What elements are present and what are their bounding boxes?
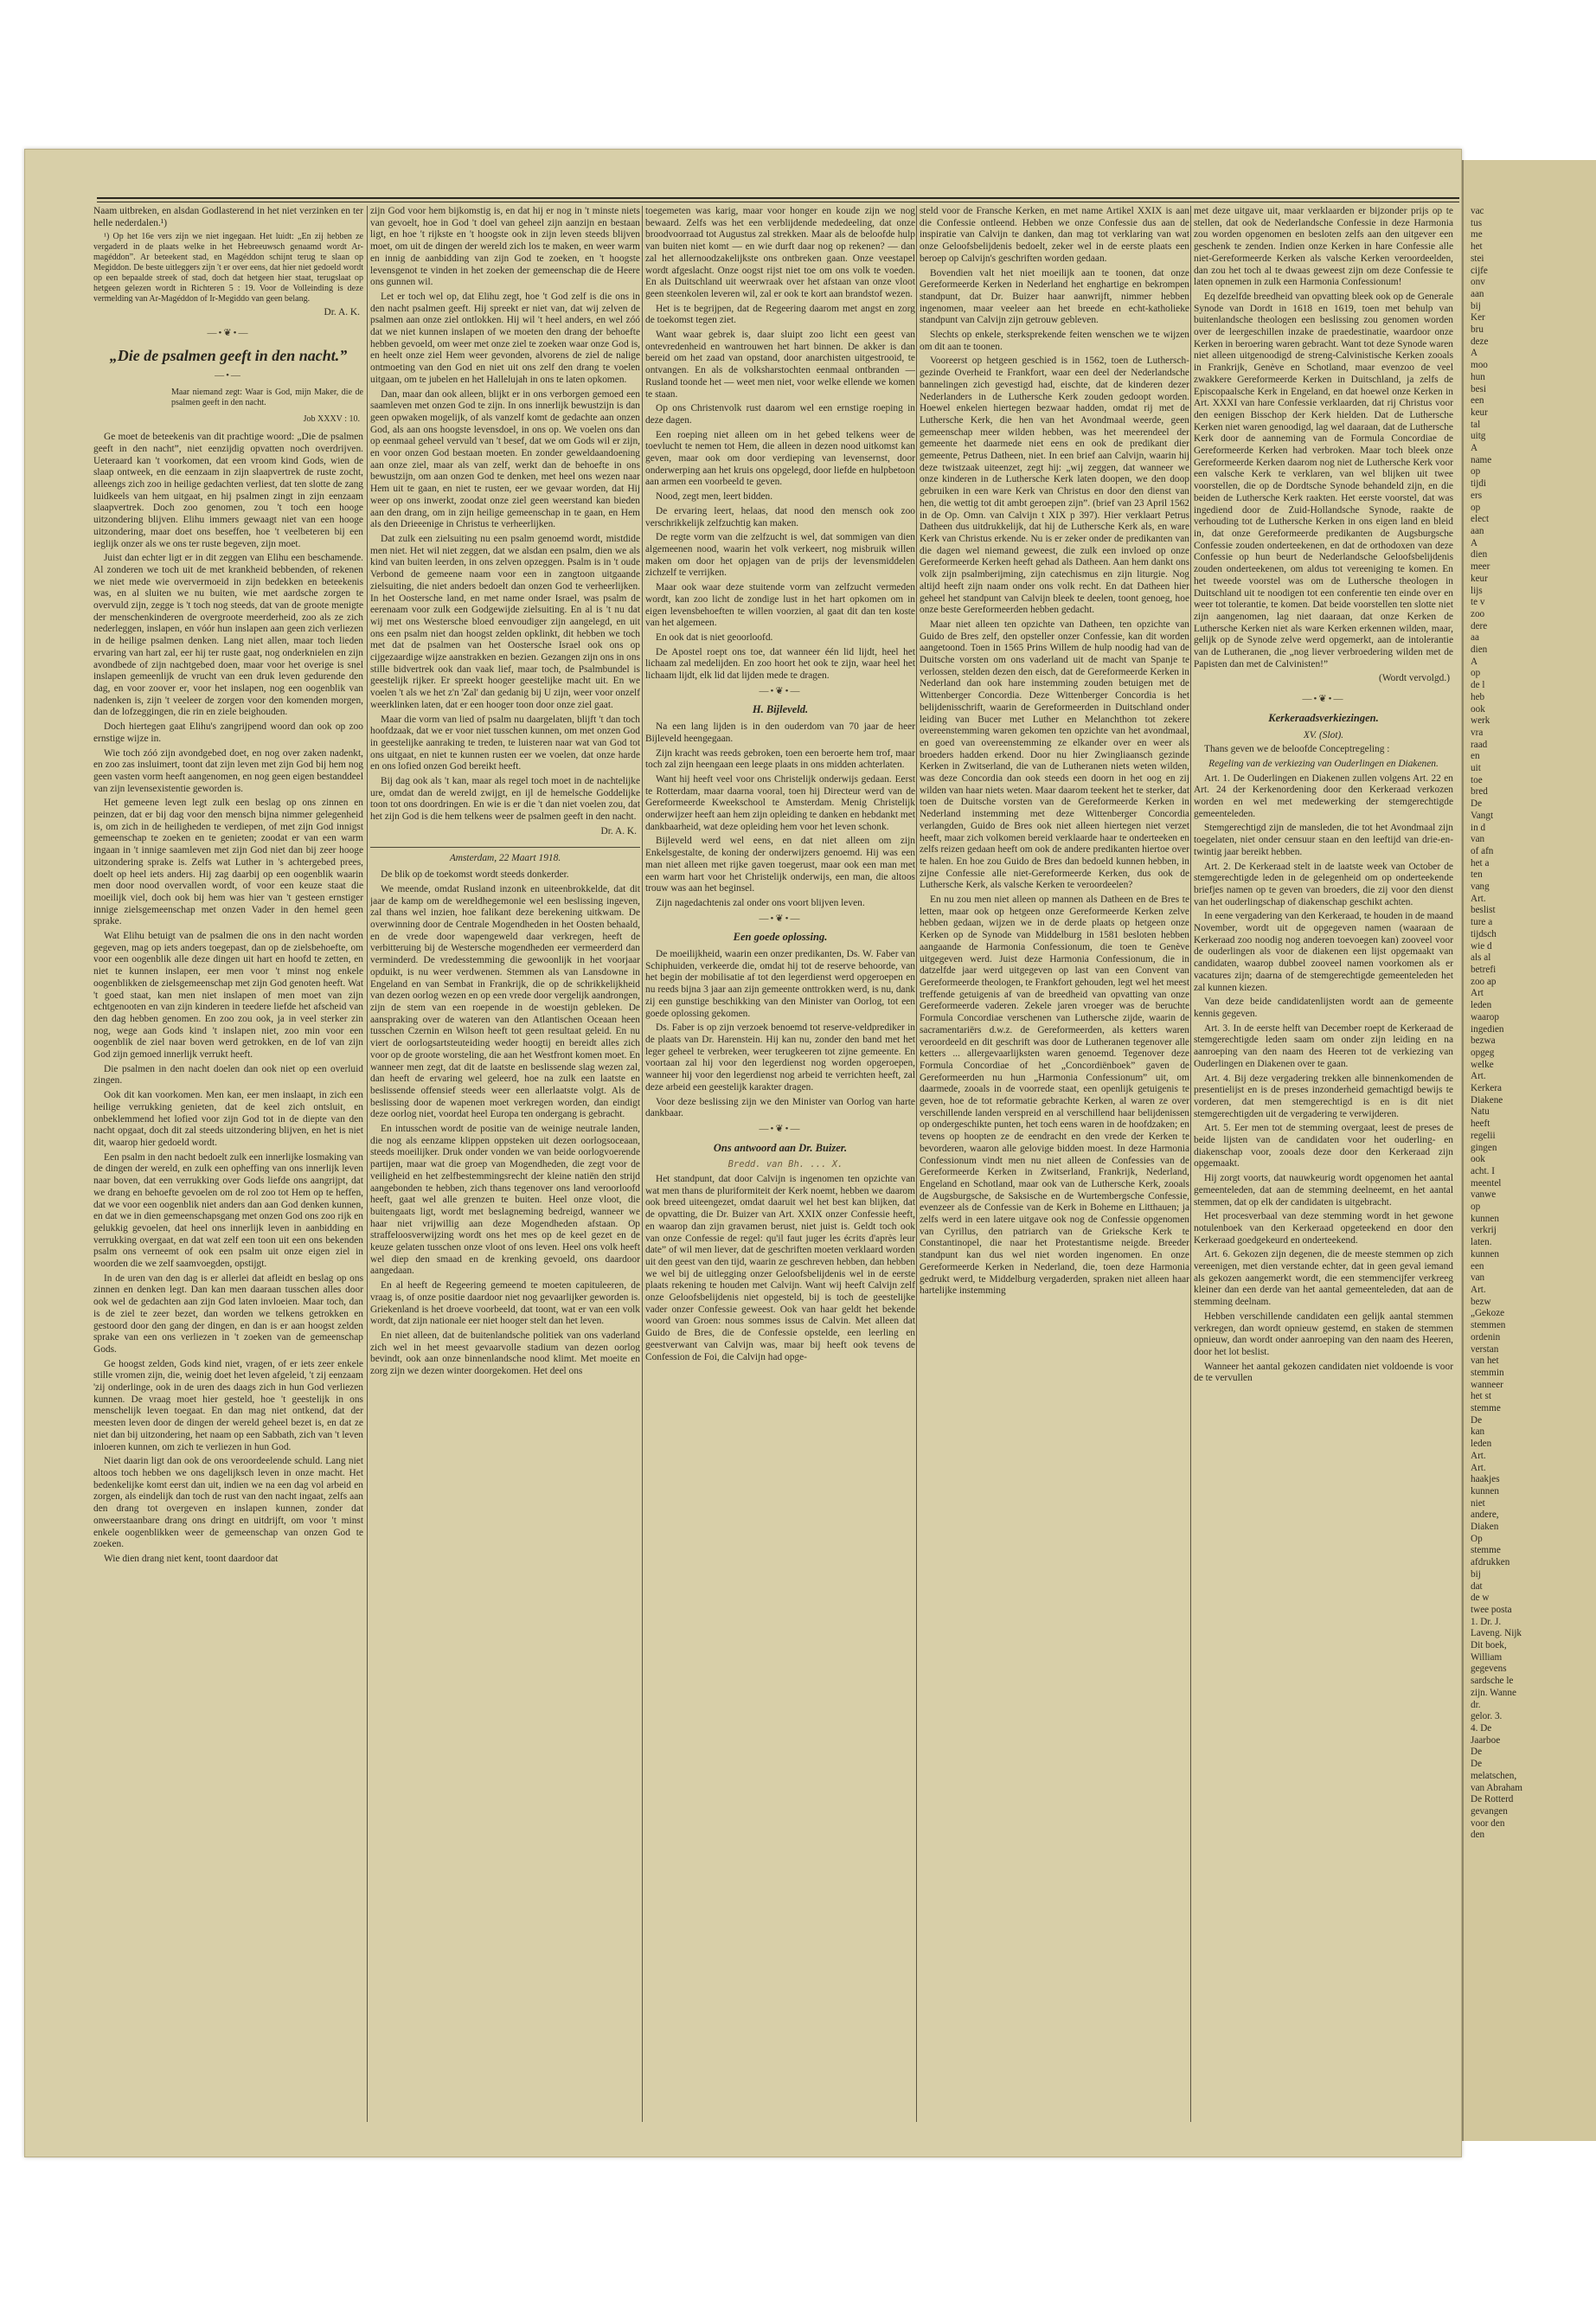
adjacent-page-fragment: melatschen, (1471, 1770, 1517, 1781)
adjacent-page-fragment: werk (1471, 715, 1490, 727)
section-rule (370, 847, 640, 848)
paragraph: Op ons Christenvolk rust daarom wel een ernstige roeping in deze dagen. (645, 403, 915, 426)
adjacent-page-fragment: en (1471, 751, 1480, 762)
paragraph: We meende, omdat Rusland inzonk en uiteenbrokkelde, dat dit jaar de kamp om de wereldhegemonie wel een beslissing ingeven, zal thans wel inzien, hoe falikant deze berekening uitkwam. De overwinning door de Centrale Mogendheden in het Oosten behaald, en de vrede door wapengeweld daar verkregen, heeft de verbitteruing bij de Westersche mogendheden eer vermeerderd dan verminderd. De vredesstemming die gewoonlijk in het voorjaar opduikt, is nu weer verdwenen. Stemmen als van Lansdowne in Engeland en van Sembat in Frankrijk, die op de schrikkelijkheid van dezen oorlog wezen en op een vrede door vergelijk aandrongen, zijn de stem van een roepende in de woestijn gebleken. De aanspraking over de wateren van den Atlantischen Oceaan heen tusschen Czernin en Wilson heeft tot geen resultaat geleid. En nu viert de oorlogsartsteuteiding weder hoogtij en bereidt alles zich voor op de groote worsteling, die aan het Westfront komen moet. En wanneer men zegt, dat dit de laatste en beslissende slag wezen zal, dan heeft de ervaring wel geleerd, hoe na zulk een laatste en beslissende offensief steeds weer een allerlaatste volgt. Als de beslissing door de wapenen moet verkregen worden, dan eindigt deze oorlog niet, voordat heel Europa ten ondergang is gebracht. (370, 883, 640, 1120)
adjacent-page-fragment: Diaken (1471, 1522, 1499, 1533)
ornament-divider: —•❦•— (759, 685, 802, 696)
adjacent-page-fragment: beslist (1471, 905, 1496, 916)
adjacent-page-fragment: meentel (1471, 1177, 1502, 1189)
adjacent-page-fragment: regelii (1471, 1130, 1496, 1141)
adjacent-page-fragment: De (1471, 798, 1483, 810)
adjacent-page-fragment: ers (1471, 490, 1483, 501)
adjacent-page-fragment: Natu (1471, 1106, 1490, 1118)
paragraph: Van deze beide candidatenlijsten wordt aan de gemeente kennis gegeven. (1194, 997, 1453, 1019)
paragraph: Let er toch wel op, dat Elihu zegt, hoe 't God zelf is die ons in den nacht psalmen geeft. Hij spreekt er niet van, dat wij zelven de psalmen aan onze ziel ontlokken. Hij wil 't heel anders, en wel zóó dat we niet kunnen inslapen of we moeten den drang der behoefte hebben gevoeld, om weer met onze ziel te zoeken waar onze God is, en heelt onze ziel Hem weer gevonden, alvorens de ziel de nalige ontmoeting van den God en niet uit ons zelf den drang te voelen uitgaan, om te jubelen en het Hallelujah in ons te laten opkomen. (370, 291, 640, 385)
adjacent-page-fragment: op (1471, 466, 1481, 478)
adjacent-page-fragment: haakjes (1471, 1474, 1500, 1485)
adjacent-page-fragment: aan (1471, 525, 1484, 536)
adjacent-page-fragment: ook (1471, 1154, 1485, 1165)
paragraph: Wanneer het aantal gekozen candidaten niet voldoende is voor de te vervullen (1194, 1361, 1453, 1384)
adjacent-page-fragment: ten (1471, 869, 1483, 881)
dateline: Amsterdam, 22 Maart 1918. (449, 852, 561, 863)
paragraph: zijn God voor hem bijkomstig is, en dat hij er nog in 't minste niets van gevoelt, hoe in God 't doel van geheel zijn aanzijn en bestaan ligt, en hoe 't rijkste en 't hoogste ook in zijn leven steeds blijven moet, om uit de dingen der wereld zich los te maken, en weer warm en innig de aanbidding van zijn God te zoeken, en 't hoogste levensgenot te vinden in het zoeken der gemeenschap die de Heere ons gunnen wil. (370, 206, 640, 288)
adjacent-page-fragment: zoo (1471, 608, 1485, 619)
column-divider (642, 206, 643, 2122)
paragraph: En al heeft de Regeering gemeend te moeten capituleeren, de vraag is, of onze positie daardoor niet nog gevaarlijker geworden is. Griekenland is het droeve voorbeeld, dat toont, wat er van een volk wordt, dat zijn nationale eer niet hooger stelt dan het leven. (370, 1280, 640, 1327)
adjacent-page-fragment: A (1471, 443, 1478, 454)
adjacent-page-fragment: dat (1471, 1580, 1483, 1592)
adjacent-page-fragment: toe (1471, 774, 1483, 785)
adjacent-page-fragment: twee posta (1471, 1604, 1512, 1615)
paragraph: Maar die vorm van lied of psalm nu daargelaten, blijft 't dan toch hoofdzaak, dat we er voor niet tusschen kunnen, om met onzen God in geestelijke aanraking te treden, te luisteren naar wat van God tot ons uitgaat, en niet te kunnen rusten eer we voelen, dat onze harde en ons lofied onzen God bereikt heeft. (370, 714, 640, 772)
adjacent-page-fragment: sardsche le (1471, 1676, 1514, 1687)
adjacent-page-fragment: vac (1471, 206, 1484, 216)
paragraph: Doch hiertegen gaat Elihu's zangrijpend woord dan ook op zoo ernstige wijze in. (93, 721, 363, 744)
adjacent-page-fragment: gegevens (1471, 1663, 1507, 1675)
paragraph: De ervaring leert, helaas, dat nood den mensch ook zoo verschrikkelijk zelfzuchtig kan maken. (645, 505, 915, 529)
adjacent-page-fragment: stemme (1471, 1403, 1501, 1414)
adjacent-page-fragment: moo (1471, 360, 1488, 371)
paragraph: Hebben verschillende candidaten een gelijk aantal stemmen verkregen, dan wordt opnieuw gestemd, en staken de stemmen opnieuw, dan wordt onder aanroeping van den naam des Heeren, door het lot beslist. (1194, 1311, 1453, 1357)
adjacent-page-fragment: onv (1471, 277, 1485, 288)
adjacent-page-fragment: vra (1471, 727, 1484, 738)
ornament-divider: —•— (215, 369, 242, 381)
paragraph: Niet daarin ligt dan ook de ons veroordeelende schuld. Lang niet altoos toch hebben we ons dagelijksch leven in onze macht. Het bedenkelijke komt eerst dan uit, indien we na een dag vol arbeid en zorgen, als eindelijk dan toch de rust van den nacht ingaat, zelfs aan den drang tot overgeven en inslapen kunnen, zonder dat onweerstaanbare drang ons dringt en uitdrijft, om voor 't minst enkele oogenblikken weer de gemeenschap van onzen God te zoeken. (93, 1456, 363, 1550)
paragraph: steld voor de Fransche Kerken, en met name Artikel XXIX is aan die Confessie ontleend. Hebben we onze Confessie dus aan de inspiratie van Calvijn te danken, dan mag tot verklaring van wat onze Geloofsbelijdenis bedoelt, zeker wel in de eerste plaats een beroep op Calvijn's geschriften worden gedaan. (920, 206, 1189, 264)
signature: Dr. A. K. (324, 307, 360, 318)
adjacent-page-fragment: stemmin (1471, 1367, 1504, 1378)
section-heading: Een goede oplossing. (733, 931, 828, 944)
adjacent-page-fragment: kunnen (1471, 1213, 1499, 1224)
column-divider (916, 206, 917, 2122)
continued-note: (Wordt vervolgd.) (1379, 673, 1450, 684)
paragraph: Het gemeene leven legt zulk een beslag op ons zinnen en peinzen, dat er bij dag voor den mensch bijna nimmer gelegenheid is, om zich in de heiligheden te verdiepen, of met zijn God innigst gemeenschap te zoeken en te genieten; zoodat er van een warm ingaan in 't innige saamleven met zijn God niet dan bij zeer hooge uitzondering sprake is. Zelfs wat Luther in 's achtergebed prees, doelt op heel iets anders. Hij zag daarbij op een oogenblik waarin men door nood overvallen wordt, of voor een keuze staat die moeilijk viel, doch ook bij hem was hier van 't gesteen ernstiger innige zielsgemeenschap met onzen Vader in den hemel geen sprake. (93, 798, 363, 927)
adjacent-page-fragment: op (1471, 1202, 1481, 1213)
adjacent-page-fragment: wanneer (1471, 1379, 1503, 1390)
epigraph-reference: Job XXXV : 10. (303, 413, 360, 424)
paragraph: Een roeping niet alleen om in het gebed telkens weer de toevlucht te nemen tot Hem, die alleen in dezen nood uitkomst kan geven, maar ook om door verdieping van levensernst, door onderwerping aan het kruis ons opgelegd, door liefde en hulpbetoon aan armen een voorbeeld te geven. (645, 429, 915, 488)
adjacent-page-fragment: uit (1471, 763, 1481, 774)
paragraph: Naam uitbreken, en alsdan Godlasterend in het niet verzinken en ter helle nederdalen.¹) (93, 206, 363, 228)
adjacent-page-fragment: cijfe (1471, 265, 1488, 276)
adjacent-page-fragment: aa (1471, 632, 1479, 644)
adjacent-page-fragment: „Gekoze (1471, 1308, 1505, 1319)
adjacent-page-fragment: vanwe (1471, 1189, 1497, 1201)
paragraph: Ge hoogst zelden, Gods kind niet, vragen, of er iets zeer enkele stille vromen zijn, die, weinig doet het leven afgeleid, 't zij eenzaam 'zij onderlinge, ook in de uren des daags zich in hun God verliezen kunnen. De vraag moet hier gesteld, hoe 't geestelijk in ons menschelijk leven toegaat. En dan mag niet ontkend, dat der meesten leven door de dingen der wereld geheel bezet is, en dat ze niet dan bij uitzondering, het naam op een Sabbath, zich van 't leven inloeren kunnen, om zich te verliezen in hun God. (93, 1358, 363, 1452)
adjacent-page-fragment: me (1471, 229, 1483, 240)
adjacent-page-fragment: voor den (1471, 1817, 1505, 1829)
adjacent-page-fragment: name (1471, 454, 1492, 465)
adjacent-page-fragment: verkrij (1471, 1225, 1497, 1236)
paragraph: Juist dan echter ligt er in dit zeggen van Elihu een beschamende. Al zonderen we toch uit de met krankheid bebbenden, of rekenen we niet mede wie oververmoeid in zijn bedekken en beteekenis was, en al sluiten we nu buiten, wie met aardsche zorgen te overvuld zijn, zegge is 't toch nog steeds, dat van de groote menigte der menschenkinderen de overgroote meerderheid, zoo als ze zich nederleggen, inslapen, en vóór hun inslapen aan geen zich verliezen in de heilige psalmen denken. Lang niet allen, maar toch lieden ervaring van hart zal, eer hij ter ruste gaat, nog onderknielen en zijn avondbede of zijn nachtgebed doen, maar voor het overige is snel inslapen gemeenlijk de vrucht van een druk leven gedurende den dag, en voor zoover er, voor het inslapen, nog een oogenblik van nadenken is, zijn 't veeleer de zorgen voor den komenden morgen, dan de lofzeggingen, die rin en ziele beighouden. (93, 553, 363, 718)
adjacent-page-fragment: het st (1471, 1391, 1491, 1402)
adjacent-page-fragment: laten. (1471, 1237, 1492, 1248)
column-1 (93, 206, 363, 2122)
paragraph: De Apostel roept ons toe, dat wanneer één lid lijdt, heel het lichaam zal medelijden. En zoo hoort het ook te zijn, waar heel het lichaam lijdt, elk lid dat lijden mede te dragen. (645, 646, 915, 682)
paragraph: Thans geven we de beloofde Conceptregeling : (1204, 744, 1390, 755)
paragraph: Want waar gebrek is, daar sluipt zoo licht een geest van ontevredenheid en wantrouwen het hart binnen. De akker is dan bereid om het zaad van opstand, door anarchisten uitgestrooid, te ontvangen. En als de volksharstochten eenmaal ontbranden — Rusland toonde het — weet men niet, voor welke ellende we komen te staan. (645, 330, 915, 400)
adjacent-page-fragment: kan (1471, 1426, 1485, 1438)
paragraph: Wat Elihu betuigt van de psalmen die ons in den nacht worden gegeven, mag op iets anders toegepast, dan op de zielsbehoefte, om voor een oogenblik alle deze dingen uit hart en hoofd te zetten, en niet te kunnen inslapen, eer men voor 't minst nog enkele oogenblikken de zielsgemeenschap met zijn God genoten heeft. Wat 't goed staat, kan men niet inslapen of men moet van zijn echtgenooten en van zijn kinderen in teedere liefde het afscheid van den dag hebben genomen. En zoo zou ook, ja in veel sterker zin nog, wege aan Gods kind 't inslapen niet, zoo min voor een oogenblik de ziel naar boven werd getrokken, en de lof van zijn God zijn gemoed innerlijk verrukt heeft. (93, 931, 363, 1061)
adjacent-page-fragment: dr. (1471, 1699, 1481, 1710)
adjacent-page-fragment: van (1471, 834, 1485, 845)
footnote: ¹) Op het 16e vers zijn we niet ingegaan. Het luidt: „En zij hebben ze vergaderd in de plaats welke in het Hebreeuwsch genaamd wordt Ar-magéddon”. Ar beteekent stad, en Magéddon schijnt terug te slaan op Megiddon. De beste uitleggers zijn 't er over eens, dat hier niet gedoeld wordt op een bepaalde streek of stad, doch dat hetgeen hier staat, terugslaat op hetgeen gelezen wordt in Richteren 5 : 19. Voor de Volleinding is deze vermelding van Ar-Magéddon of Ir-Megiddo van geen belang. (93, 232, 363, 304)
adjacent-page-fragment: stemmen (1471, 1320, 1506, 1331)
adjacent-page-fragment: 1. Dr. J. (1471, 1616, 1502, 1627)
paragraph: De regte vorm van die zelfzucht is wel, dat sommigen van dien algemeenen nood, waarin het volk verkeert, nog misbruik willen maken om door het opjagen van de prijs der levensmiddelen zichzelf te verrijken. (645, 532, 915, 579)
column-divider (1190, 206, 1191, 2122)
paragraph: En niet alleen, dat de buitenlandsche politiek van ons vaderland zich wel in het meest gevaarvolle stadium van dezen oorlog bevindt, ook aan onze binnenlandsche nood klimt. Met moeite en zorg zijn we dezen winter doorgekomen. Het deel ons (370, 1330, 640, 1377)
paragraph: Art. 5. Eer men tot de stemming overgaat, leest de preses de beide lijsten van de candidaten voor het ouderling- en diakenschap voor, zooals deze door den Kerkeraad zijn opgemaakt. (1194, 1123, 1453, 1170)
adjacent-page-fragment: aan (1471, 288, 1484, 299)
adjacent-page-fragment: verstan (1471, 1343, 1499, 1355)
paragraph: En nu zou men niet alleen op mannen als Datheen en de Bres te letten, maar ook op hetgeen onze Gereformeerde Kerken zelve hebben gedaan, wijzen we in de derde plaats op hetgeen onze Kerken op de Synode van Middelburg in 1581 besloten hebben aangaande de Harmonia Confessionum, die toen te Genève uitgegeven werd. Juist deze Harmonia Confessionum, die in datzelfde jaar werd uitgegeven op last van een Convent van Gereformeerde theologen, te Frankfort gehouden, legt wel het meest treffende getuigenis af van de breedheid van opvatting van onze Gereformeerde vaderen. Zekele jaren vroeger was de beruchte Formula Concordiae verschenen van Luthersche zijde, waarin de sacramentariërs d.w.z. de Gereformeerden, als ketters waren veroordeeld en dit geschrift was door de Lutheranen tegenover alle ketters ... allergevaarlijksten waren genoemd. Tegenover deze Formula Concordiae of het „Concordiënboek” gaven de Gereformeerden nu hun „Harmonia Confessionum” uit, om daarmede, zooals in de voorrede staat, een openlijk getuigenis te geven, hoe de tot reformatie gebrachte Kerken, al waren ze over verschillende landen verspreid en al verschillend haar belijdenissen op ondergeschikte punten, het toch eens waren in de hoofdzaken; en tevens op hoopten ze de eendracht en den vrede der Kerken te bevorderen, waaron alle gelovige bidden moest. In deze Harmonia Confessionum vindt men nu niet alleen de Confessies van de Gereformeerde Kerken in Zwitserland, Frankrijk, Nederland, Engeland en Schotland, maar ook van de Luthersche Kerk, zooals de Augsburgsche, de Saksische en de Wurtembergsche Confessie, evenzeer als de Confessie van de Kerk in Boheme en Litthauen; ja zelfs werd in een latere uitgave ook nog de Confessie opgenomen van Cyrillus, den patriarch van de Grieksche Kerk te Constantinopel, die naar het Protestantisme neigde. Breeder standpunt kan dus wel niet worden ingenomen. En onze Gereformeerde Kerken in Nederland, die, toen deze Harmonia gedrukt werd, te Middelburg vergaderden, spraken niet alleen haar hartelijke instemming (920, 894, 1189, 1297)
adjacent-page-fragment: ook (1471, 703, 1485, 715)
adjacent-page-fragment: dere (1471, 620, 1488, 631)
adjacent-page-fragment: Op (1471, 1533, 1483, 1544)
adjacent-page-fragment: A (1471, 537, 1478, 548)
paragraph: Art. 4. Bij deze vergadering trekken alle binnenkomenden de presentielijst en is de preses inzonderheid gemachtigd bewijs te vorderen, dat men stemgerechtigd is en is dit niet stemgerechtigden uit de vergadering te verwijderen. (1194, 1073, 1453, 1119)
paragraph: met deze uitgave uit, maar verklaarden er bijzonder prijs op te stellen, dat ook de Nederlandsche Confessie in deze Harmonia zou worden opgenomen en besloten zelfs aan den uitgever een geschenk te zenden. Indien onze Kerken in hare Confessie alle niet-Gereformeerde Kerken als valsche Kerken veroordeelden, dan zou het toch al te dwaas geweest zijn om deze Confessie te laten opnemen in zulk een Harmonia Confessionum! (1194, 206, 1453, 288)
paragraph: Zijn kracht was reeds gebroken, toen een beroerte hem trof, maar toch zal zijn heengaan een leege plaats in ons midden achterlaten. (645, 747, 915, 771)
adjacent-page-fragment: het (1471, 241, 1483, 253)
column-4 (920, 206, 1189, 2122)
paragraph: Ds. Faber is op zijn verzoek benoemd tot reserve-veldprediker in de plaats van Dr. Harenstein. Hij kan nu, zonder den band met het leger geheel te verbreken, weer terugkeeren tot zijne gemeente. En voortaan zal hij voor den legerdienst nog worden opgeroepen, wanneer hij voor den legerdienst nog arbeid te verrichten heeft, zal deze arbeid een geestelijk karakter dragen. (645, 1022, 915, 1093)
adjacent-page-fragment: zijn. Wanne (1471, 1687, 1516, 1698)
adjacent-page-fragment: wie d (1471, 940, 1492, 952)
adjacent-page-fragment: heeft (1471, 1118, 1490, 1130)
adjacent-page-fragment: ordenin (1471, 1331, 1501, 1343)
paragraph: Bijleveld werd wel eens, en dat niet alleen om zijn Enkelsgestalte, de koning der onderwijzers genoemd. Hij was een man niet alleen met rijke gaven toegerust, maar ook een man met een warm hart voor het Christelijk onderwijs, een man, die altoos trouw was aan het beginsel. (645, 836, 915, 894)
paragraph: Na een lang lijden is in den ouderdom van 70 jaar de heer Bijleveld heengegaan. (645, 721, 915, 744)
adjacent-page-fragment: Dit boek, (1471, 1640, 1507, 1651)
adjacent-page-fragment: of afn (1471, 845, 1494, 856)
paragraph: Die psalmen in den nacht doelen dan ook niet op een overluid zingen. (93, 1063, 363, 1086)
adjacent-page-text (1471, 206, 1574, 2122)
adjacent-page-fragment: een (1471, 395, 1484, 407)
adjacent-page-fragment: William (1471, 1651, 1503, 1663)
paragraph: In de uren van den dag is er allerlei dat afleidt en beslag op ons zinnen en denken legt. Dan kan men daaraan tusschen alles door ook wel de gedachten aan zijn God laten invloeien. Maar toch, dan is de ziel te zeer bezet, dan worden we telkens getrokken en gestoord door den gang der dingen, en dan is er aan hoogst zelden sprake van een ons verliezen in 't zoeken van de gemeenschap Gods. (93, 1272, 363, 1355)
paragraph: Want hij heeft veel voor ons Christelijk onderwijs gedaan. Eerst te Rotterdam, maar daarna vooral, toen hij Directeur werd van de Gereformeerde Kweekschool te Amsterdam. Menig Christelijk onderwijzer heeft aan hem zijn opleiding te danken en hebdankt met dankbaarheid, wat deze opleiding hem voor het leven schonk. (645, 773, 915, 832)
paragraph: toegemeten was karig, maar voor honger en koude zijn we nog bewaard. Zelfs was het een verblijdende mededeeling, dat onze broodvoorraad tot Augustus zal strekken. Maar als de beloofde hulp van buiten niet komt — en wie durft daar nog op rekenen? — dan zal het allernoodzakelijkste ons ontbreken gaan. Onze veestapel wordt afgeslacht. Onze oogst rijst niet toe om ons volk te voeden. En als Duitschland uit weerwraak over het afstaan van onze vloot geen steenkolen leveren wil, zal er ook te kort aan brandstof wezen. (645, 206, 915, 299)
adjacent-page-fragment: niet (1471, 1497, 1485, 1509)
paragraph: Het standpunt, dat door Calvijn is ingenomen ten opzichte van wat men thans de pluriformiteit der Kerk noemt, hebben we daarom ook breed uiteengezet, omdat daaruit wel het best kan blijken, dat de opvatting, die Dr. Buizer van Art. XXIX onzer Confessie heeft, en waarop dan zijn gravamen berust, niet juist is. Geldt toch ook van onze Confessie de regel: qu'il faut juger les écrits d'après leur date” of wil men liever, dat de geschriften moeten verklaard worden uit den geest van den tijd, waarin ze geschreven hebben, dan hebben we wel bij de uitlegging onzer Geloofsbelijdenis wel in de eerste plaats rekening te houden met Calvijn. Want wij heeft Calvijn zelf onze Geloofsbelijdenis niet opgesteld, bij is toch de geestelijke vader onzer Confessie geweest. Ook van haar geldt het bekende woord van Groen: nous sommes issus de Calvin. Met alleen dat Guido de Bres, die de Confessie opstelde, een leerling en geestverwant van Calvijn was, maar bij heeft ook tevens de Confession de Foi, die Calvijn had opge- (645, 1174, 915, 1362)
adjacent-page-fragment: De (1471, 1414, 1483, 1426)
adjacent-page-fragment: De Rotterd (1471, 1794, 1514, 1805)
paragraph: Art. 6. Gekozen zijn degenen, die de meeste stemmen op zich vereenigen, met dien verstande echter, dat in geen geval iemand als gekozen aangemerkt wordt, die een stemmencijfer verkreeg kleiner dan een derde van het aantal gemeenteleden, dat aan de stemming deelnam. (1194, 1249, 1453, 1308)
adjacent-page-fragment: waarop (1471, 1011, 1499, 1022)
adjacent-page-fragment: den (1471, 1830, 1485, 1841)
adjacent-page-fragment: andere, (1471, 1509, 1499, 1521)
adjacent-page-fragment: van het (1471, 1356, 1499, 1367)
header-rule (97, 197, 1459, 199)
adjacent-page-fragment: Diakene (1471, 1094, 1503, 1106)
adjacent-page-fragment: Kerkera (1471, 1083, 1503, 1094)
adjacent-page-fragment: Art. (1471, 893, 1486, 904)
adjacent-page-fragment: leden (1471, 1439, 1492, 1450)
adjacent-page-fragment: stei (1471, 253, 1484, 264)
paragraph: Maar ook waar deze stuitende vorm van zelfzucht vermeden wordt, kan zoo licht de zondige lust in het hart opkomen om in eigen levensbehoeften te willen voorzien, al gaat dit dan ten koste van het algemeen. (645, 582, 915, 629)
adjacent-page-fragment: heb (1471, 691, 1485, 702)
paragraph: Art. 1. De Ouderlingen en Diakenen zullen volgens Art. 22 en Art. 24 der Kerkenordening door den Kerkeraad verkozen worden en wel met medewerking der stemgerechtigde gemeenteleden. (1194, 772, 1453, 819)
adjacent-page-fragment: bezw (1471, 1296, 1491, 1307)
adjacent-page-fragment: de w (1471, 1593, 1490, 1604)
paragraph: Dat zulk een zielsuiting nu een psalm genoemd wordt, mistdide men niet. Het wil niet zeggen, dat we alsdan een psalm, dien we als kind van buiten leerden, in ons zelven opzeggen. Psalm is in 't oude Verbond de gemeene naam voor een in zangtoon uitgaande zielsuiting, die niet anders bedoelt dan onzen God te verheerlijken. In het Oostersche land, en met name onder Israel, was psalm de eerenaam voor zulk een Godgewijde zielsuiting. En al is 't nu dat wij met ons Westersche bloed eenvoudiger zijn aangelegd, en uit ons een psalm niet dan hoogst zelden opklinkt, dit hebben we toch met dat de psalmen van het Oostersche Israel ook ons op cijgezaardige wijze aanstrakken en bezien. Gezangen zijn ons in ons stille bidvertrek ook dan vaak lief, maar toch, de Psalmbundel is geestelijk rijker. Er spreekt hooger geestelijke macht uit. En we voelen 't als we het z'n 'Zal' dan gedanig bij U zijn, weer voor onzelf weerklinken laten, dat er een hooger toon door onze ziel gaat. (370, 533, 640, 710)
article-heading: „Die de psalmen geeft in den nacht.” (109, 346, 348, 364)
adjacent-page-fragment: raad (1471, 739, 1488, 750)
adjacent-page-fragment: Art. (1471, 1284, 1486, 1295)
paragraph: De moeilijkheid, waarin een onzer predikanten, Ds. W. Faber van Schiphuiden, verkeerde die, omdat hij tot de reserve behoorde, van het begin der mobilisatie af tot den legerdienst werd opgeroepen en nu reeds bijna 3 jaar aan zijn gemeente onttrokken werd, is nu, dank zij een gunstige beschikking van den Minister van Oorlog, tot een goede oplossing gekomen. (645, 949, 915, 1019)
handwritten-annotation: Bredd. van Bh. ... X. (727, 1159, 843, 1170)
adjacent-page-fragment: besi (1471, 383, 1487, 394)
paragraph: Wie dien drang niet kent, toont daardoor dat (104, 1553, 279, 1564)
section-subheading: XV. (Slot). (1303, 729, 1344, 740)
paragraph: Ook dit kan voorkomen. Men kan, eer men inslaapt, in zich een heilige verrukking genieten, dat de keel zich ontsluit, en onbeklemmend het lofied voor zijn God tot in de diepte van den nacht opgaat, doch dit zal steeds uitzondering blijven, en het is niet dit, waarop hier gedoeld wordt. (93, 1090, 363, 1148)
column-5 (1194, 206, 1453, 2122)
paragraph: Vooreerst op hetgeen geschied is in 1562, toen de Luthersch-gezinde Overheid te Frankfort, waar een deel der Nederlandsche bannelingen zich gevestigd had, eischte, dat de kinderen dezer Nederlanders in de Luthersche Kerk zouden gedoopt worden. Hoewel enkelen hiertegen bezwaar hadden, omdat rij met de Luthersche Kerk, die hen van het Avondmaal weerde, geen gemeenschap meer wilden hebben, was het meerendeel der gemeente het daarmede niet eens en ook de predikant dier gemeente, Petrus Datheen, niet. In een brief aan Calvijn, waarin hij deze twistzaak uiteenzet, zegt hij: „wij zeggen, dat wanneer we onze kinderen in de Luthersche Kerk laten doopen, we den doop gebruiken in een ware Kerk van Christus en door den dienst van hen, die wettig tot dit ambt geroepen zijn”. (brief van 23 April 1562 in de Op. Omn. van Calvijn t XIX p 397). Hier verklaart Petrus Datheen dus uitdrukkelijk, dat hij de Luthersche Kerk als, en ware Kerk van Christus erkende. Nu is er zeker onder de predikanten van die dagen wel niemand geweest, die zulk een invloed op onze Gereformeerde Kerken heeft gehad als Datheen. Aan hem dankt ons volk zijn psalmberijming, zijn catechismus en zijn liturgie. Nog altijd heeft zijn naam onder ons volk recht. En dat Datheen hier geheel het standpunt van Calvijn bleek te deelen, toont genoeg, hoe onze beste Gereformeerden hebben gedacht. (920, 356, 1189, 616)
adjacent-page-fragment: stemme (1471, 1545, 1501, 1556)
adjacent-page-fragment: hun (1471, 371, 1485, 382)
adjacent-page-fragment: De (1471, 1759, 1483, 1770)
adjacent-page-fragment: van (1471, 1272, 1485, 1284)
adjacent-page-fragment: dien (1471, 549, 1488, 561)
adjacent-page-fragment: tijdsch (1471, 928, 1497, 939)
adjacent-page-fragment: kunnen (1471, 1485, 1499, 1497)
adjacent-page-fragment: Art (1471, 988, 1484, 999)
ornament-divider: —•❦•— (759, 1123, 802, 1134)
paragraph: Maar niet alleen ten opzichte van Datheen, ten opzichte van Guido de Bres zelf, den opsteller onzer Confessie, kan dit worden aangetoond. Toen in 1565 Prins Willem de hulp noodig had van de Duitsche vorsten om ons vaderland uit de macht van Spanje te verlossen, stelden dezen den eisch, dat de Gereformeerde Kerken in Nederland dan ook hare instemming zouden betuigen met de Wittenberger Concordia. Deze Wittenberger Concordia is het belijdenisschrift, waarin de Gereformeerden in Duitschland onder leiding van Bucer met Luther en Melanchthon tot zekere overeenstemming waren gekomen ten opzichte van het avondmaal, en goed van overeenstemming ze elkander over en weer als broeders hadden erkend. Door nu hier Zwingliaansch gezinde Kerken in Zwitserland, die van de Lutheranen niets weten wilden, was deze Concordia dan ook steeds een doorn in het oog en zij wilden van haar niets weten. Maar daarom teekent het te sterker, dat toen de Duitsche vorsten van de Gereformeerde Kerken in Nederland instemming met deze Wittenberger Concordia verlangden, Guido de Bres ook niet alleen hiertegen niet verzet heeft, maar zich volkomen bereid verklaarde haar te onderteeken en zelfs reizen gedaan heeft om ook de andere predikanten hiertoe over te halen. En hoe zou Guido de Bres dan bedoeld kunnen hebben, in zijne Confessie alle niet-Gereformeerde Kerken, dus ook de Luthersche Kerk, als valsche Kerken te veroordeelen? (920, 619, 1189, 891)
adjacent-page-fragment: de l (1471, 680, 1485, 691)
paragraph: Ge moet de beteekenis van dit prachtige woord: „Die de psalmen geeft in den nacht”, niet eenzijdig opvatten noch overdrijven. Ueteraard kan 't voorkomen, dat een vroom kind Gods, wien de slaap ontweek, en die eenzaam in zijn slaapvertrek de ruste zocht, alleengs zich zoo in heilige gedachten verliest, dat ten slotte de zang luidkeels van hem uitgaat, en hij psalmen zingt in zijn eenzaam slaapvertrek. Doch zoo genomen, zou 't toch een hooge uitzondering blijven. Elihu immers gewaagt niet van een hooge uitzondering, maar doet ons beseffen, hoe 't veelbeteren bij een ieglijk onzer als we ons ter ruste begeven, zijn moet. (93, 432, 363, 549)
regulation-title: Regeling van de verkiezing van Ouderlingen en Diakenen. (1208, 758, 1439, 769)
ornament-divider: —•❦•— (207, 328, 250, 339)
adjacent-page-fragment: afdrukken (1471, 1557, 1510, 1568)
adjacent-page-fragment: bred (1471, 786, 1488, 798)
paragraph: Bij dag ook als 't kan, maar als regel toch moet in de nachtelijke ure, omdat dan de wereld zwijgt, en ijl de hemelsche Goddelijke toon tot ons doordringen. En wie is er die 't dan niet voelen zou, dat het zijn God is die hem telkens weer de psalmen geeft in den nacht. (370, 776, 640, 823)
adjacent-page-fragment: gevangen (1471, 1805, 1508, 1817)
adjacent-page-fragment: A (1471, 656, 1478, 667)
column-divider (367, 206, 368, 2122)
adjacent-page-fragment: dien (1471, 644, 1488, 656)
adjacent-page-fragment: zoo ap (1471, 976, 1497, 987)
column-2 (370, 206, 640, 2122)
adjacent-page-fragment: Vangt (1471, 810, 1494, 821)
adjacent-page-fragment: kunnen (1471, 1248, 1499, 1259)
adjacent-page-fragment: te v (1471, 597, 1485, 608)
adjacent-page-fragment: een (1471, 1260, 1484, 1272)
adjacent-page-fragment: acht. I (1471, 1165, 1495, 1176)
adjacent-page-fragment: Art. (1471, 1450, 1486, 1461)
epigraph: Maar niemand zegt: Waar is God, mijn Maker, die de psalmen geeft in den nacht. (171, 387, 363, 407)
adjacent-page-fragment: Art. (1471, 1071, 1486, 1082)
adjacent-page-fragment: vang (1471, 881, 1490, 893)
adjacent-page-fragment: ingedien (1471, 1023, 1504, 1035)
adjacent-page-fragment: Art. (1471, 1462, 1486, 1473)
paragraph: Voor deze beslissing zijn we den Minister van Oorlog van harte dankbaar. (645, 1096, 915, 1119)
adjacent-page-fragment: Jaarboe (1471, 1734, 1501, 1746)
adjacent-page-fragment: als al (1471, 952, 1491, 964)
paragraph: Slechts op enkele, sterksprekende feiten wenschen we te wijzen om dit aan te toonen. (920, 330, 1189, 352)
adjacent-page-fragment: De (1471, 1747, 1483, 1758)
paragraph: En intusschen wordt de positie van de weinige neutrale landen, die nog als eenzame klippen oppsteken uit dezen oorlogsoceaan, steeds moeilijker. Druk onder vonden we van beide oorlogvoerende partijen, maar wat die groep van Mogendheden, die zegt voor de veiligheid en het zelfbestemmingsrecht der kleine natiën den strijd aangebonden te hebben, zich thans tegenover ons land veroorloofd heeft, gaat wel alle grenzen te buiten. Heel onze vloot, die buitengaats ligt, wordt met beslagneming bedreigd, wanneer we haar niet vrijwillig aan deze Mogendheden afstaan. Op straffeloosverwijzing wordt ons het mes op de keel gezet en de keuze gelaten tusschen onze vloot of ons leven. Heel ons volk heeft wel diep den smaad en de krenking gevoeld, ons daardoor aangedaan. (370, 1124, 640, 1277)
adjacent-page-fragment: welke (1471, 1059, 1494, 1070)
adjacent-page-fragment: elect (1471, 514, 1490, 525)
adjacent-page-fragment: keur (1471, 407, 1488, 418)
paragraph: De blik op de toekomst wordt steeds donkerder. (381, 869, 569, 881)
paragraph: Bovendien valt het niet moeilijk aan te toonen, dat onze Gereformeerde Kerken in Nederland het enghartige en bekrompen standpunt, dat Dr. Buizer haar aanwrijft, nimmer hebben ingenomen, maar veeleer aan het breede en echt-katholieke standpunt van Calvijn zijn getrouw gebleven. (920, 267, 1189, 326)
adjacent-page-fragment: bezwa (1471, 1035, 1496, 1047)
paragraph: En ook dat is niet geoorloofd. (656, 631, 773, 643)
adjacent-page-fragment: uitg (1471, 431, 1486, 442)
paragraph: Wie toch zóó zijn avondgebed doet, en nog over zaken nadenkt, en zoo zas insluimert, toont dat zijn leven met zijn God bij hem nog geen vasten vorm heeft aangenomen, en nog geen eigen bestanddeel van zijn levensexistentie geworden is. (93, 747, 363, 794)
ornament-divider: —•❦•— (1302, 694, 1345, 705)
adjacent-page-fragment: gelor. 3. (1471, 1711, 1503, 1722)
adjacent-page-fragment: tus (1471, 217, 1483, 228)
adjacent-page-fragment: gingen (1471, 1142, 1497, 1153)
adjacent-page-fragment: meer (1471, 561, 1490, 573)
adjacent-page-fragment: het a (1471, 857, 1490, 868)
adjacent-page-fragment: bij (1471, 300, 1481, 311)
paragraph: Stemgerechtigd zijn de mansleden, die tot het Avondmaal zijn toegelaten, niet onder censuur staan en den leeftijd van drie-en-twintig jaar bereikt hebben. (1194, 823, 1453, 857)
adjacent-page-fragment: op (1471, 668, 1481, 679)
adjacent-page-fragment: ture a (1471, 917, 1493, 928)
adjacent-page-fragment: opgeg (1471, 1047, 1495, 1058)
adjacent-page-fragment: leden (1471, 1000, 1492, 1011)
adjacent-page-fragment: van Abraham (1471, 1782, 1522, 1793)
ornament-divider: —•❦•— (759, 913, 802, 924)
paragraph: Het procesverbaal van deze stemming wordt in het gewone notulenboek van den Kerkeraad opgeteekend en door den Kerkeraad goedgekeurd en onderteekend. (1194, 1211, 1453, 1246)
signature: Dr. A. K. (600, 825, 637, 836)
adjacent-page-fragment: tijdi (1471, 478, 1487, 490)
adjacent-page-fragment: deze (1471, 336, 1489, 347)
adjacent-page-fragment: tal (1471, 419, 1481, 430)
adjacent-page-fragment: bij (1471, 1568, 1481, 1580)
adjacent-page-fragment: 4. De (1471, 1723, 1492, 1734)
adjacent-page-fragment: Ker (1471, 312, 1485, 324)
paragraph: Hij zorgt voorts, dat nauwkeurig wordt opgenomen het aantal gemeenteleden, dat aan de stemming deelneemt, en het aantal stemmen, dat op elk der candidaten is uitgebracht. (1194, 1173, 1453, 1208)
paragraph: Een psalm in den nacht bedoelt zulk een innerlijke losmaking van de dingen der wereld, en zulk een opheffing van ons innerlijk leven naar boven, dat een verrukking over Gods liefde ons aangrijpt, dat we drang en behoefte gevoelen om de rol zoo tot Hem op te heffen, dat we voor een oogenblik niet anders dan aan God denken kunnen, en dat we in dien gemeenschapsgang met onzen God ons zoo rijk en gelukkig gevoelen, dat heel ons innerlijk leven in aanbidding en verrukking overgaat, en dat wat zelf een toon uit een ons bekenden psalm ons verneemt of ook een psalm uit onze eigen ziel in woorden die we zelf saamvoegden, opstijgt. (93, 1151, 363, 1270)
paragraph: Zijn nagedachtenis zal onder ons voort blijven leven. (656, 897, 865, 908)
paragraph: Eq dezelfde breedheid van opvatting bleek ook op de Generale Synode van Dordt in 1618 en 1619, toen met behulp van buitenlandsche theologen een beslissing zou genomen worden over de leergeschillen inzake de praedestinatie, waardoor onze Kerken in beroering waren gebracht. Want tot deze Synode waren niet alleen uitgenoodigd de streng-Calvinistische Kerken zooals in Frankrijk, Genève en Schotland, maar evenzoo de veel zwakkere Gereformeerde Kerken in Duitschland, ja zelfs de Episcopaalsche Kerk in Engeland, en dat hoewel onze Kerken in Art. XXXI van hare Confessie verklaarden, dat rij Christus voor den eenigen Bisschop der Kerk hielden. Dat de Luthersche Kerken niet waren genoodigd, lag wel daaraan, dat de Luthersche Kerk door de aanneming van de Formula Concordiae de Gereformeerde Kerken had verbroken. Maar toch bleek onze Gereformeerde Kerken daarom nog niet de Luthersche Kerk voor een valsche Kerk te verklaren, van wel blijken uit twee voorstellen, die op de Dordtsche Synode behandeld zijn, en die beiden de Luthersche Kerk raakten. Het eerste voorstel, dat was ingediend door de Zuid-Hollandsche Synode, raakte de verhouding tot de Luthersche Kerken in ons eigen land en bleid in, dat onze Gereformeerde predikanten de Augsburgsche Confessie zouden onderteekenen, en dat de orthodoxen van deze Confessie op hun beurt de Nederlandsche Geloofsbelijdenis zouden onderteekenen, om aldus tot vereeniging te komen. En het tweede voorstel was om de Luthersche theologen in Duitschland uit te noodigen tot een conferentie ten einde over en weer tot tolerantie, te komen. Dat beide voorstellen ten slotte niet zijn aangenomen, lag niet daaraan, dat onze Kerken de Luthersche Kerken niet als ware Kerken erkennen wilden, maar, gelijk op de Synode zelve werd opgemerkt, aan de intolerantie van de Lutheranen, die „nog liever verbroedering wilden met de Papisten dan met de Calvinisten!” (1194, 291, 1453, 670)
adjacent-page-fragment: A (1471, 348, 1478, 359)
section-heading: Kerkeraadsverkiezingen. (1268, 711, 1379, 724)
adjacent-page-fragment: keur (1471, 573, 1488, 584)
section-heading: H. Bijleveld. (752, 703, 809, 716)
column-3 (645, 206, 915, 2122)
adjacent-page-fragment: Laveng. Nijk (1471, 1628, 1522, 1639)
paragraph: Art. 2. De Kerkeraad stelt in de laatste week van October de stemgerechtigde leden in de gelegenheid om op onderteekende briefjes namen op te geven van broeders, die zij voor den dienst van het ouderlingschap of diakenschap geschikt achten. (1194, 861, 1453, 907)
paragraph: Art. 3. In de eerste helft van December roept de Kerkeraad de stemgerechtigde leden saam om onder zijn leiding en na aanroeping van den naam des Heeren tot de verkiezing van Ouderlingen en Diakenen over te gaan. (1194, 1022, 1453, 1069)
adjacent-page-fragment: lijs (1471, 585, 1483, 596)
section-heading: Ons antwoord aan Dr. Buizer. (713, 1141, 848, 1154)
adjacent-page-fragment: betrefi (1471, 965, 1497, 975)
adjacent-page-fragment: bru (1471, 324, 1484, 336)
adjacent-page-fragment: op (1471, 502, 1481, 513)
paragraph: Dan, maar dan ook alleen, blijkt er in ons verborgen gemoed een saamleven met onzen God te zijn. In ons innerlijk bewustzijn is dan geen opwaken mogelijk, of als vanzelf komt de gedachte aan onzen God, als aan ons hoogste levensdoel, in ons op. We voelen ons dan op eenmaal geheel vervuld van 't besef, dat we om Gods wil er zijn, en voor onzen God bestaan moeten. En zonder geweldaandoening aan onze ziel, maar als van zelf, werkt dan de behoefte in ons bewustzijn, om aan onzen God te denken, met heel ons wezen naar Hem uit te gaan, en niet te rusten, eer we gevaar worden, dat Hij weer op ons inwerkt, zoodat onze ziel geen weerstand kan bieden aan den drang, om in zijn heilige gemeenschap in te gaan, en Hem als den Drieeenige in Christus te verheerlijken. (370, 388, 640, 530)
adjacent-page-fragment: in d (1471, 822, 1486, 833)
paragraph: Nood, zegt men, leert bidden. (656, 491, 773, 503)
paragraph: Het is te begrijpen, dat de Regeering daarom met angst en zorg de toekomst tegen ziet. (645, 303, 915, 326)
paragraph: In eene vergadering van den Kerkeraad, te houden in de maand November, wordt uit de opgegeven namen (waaraan de Kerkeraad zoo noodig nog anderen toevoegen kan) zooveel voor de ouderlingen als voor de diakenen een lijst opgemaakt van candidaten, waarop dubbel zooveel namen voorkomen als er vacatures zijn; daarna of de stemgerechtigde gemeenteleden het zal kunnen kiezen. (1194, 911, 1453, 993)
